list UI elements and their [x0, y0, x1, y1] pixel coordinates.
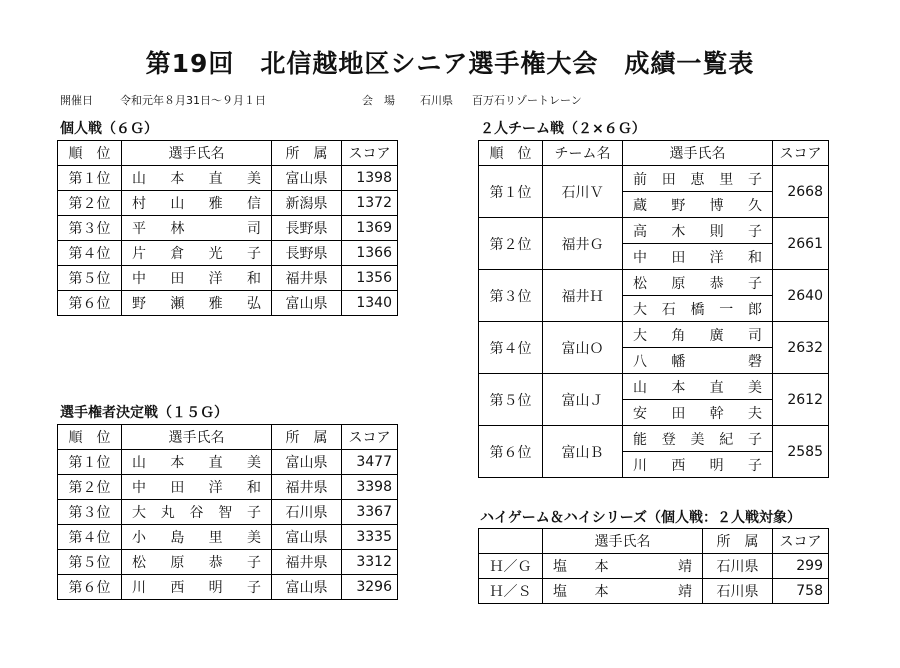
table-row — [58, 575, 398, 600]
player-name: 大石橋一郎 — [623, 296, 773, 322]
venue-name: 百万石リゾートレーン — [472, 94, 582, 107]
team-name: 富山Ｏ — [543, 322, 623, 374]
prefecture-cell: 富山県 — [272, 291, 342, 316]
prefecture-cell: 富山県 — [272, 525, 342, 550]
prefecture-cell: 富山県 — [272, 166, 342, 191]
player-name: 塩本 靖 — [543, 554, 703, 579]
score-cell: 1366 — [342, 241, 398, 266]
rank-cell: 第３位 — [58, 216, 122, 241]
high-game-heading: ハイゲーム＆ハイシリーズ（個人戦：２人戦対象） — [480, 510, 802, 526]
score-cell: 1372 — [342, 191, 398, 216]
team-heading: ２人チーム戦（２×６Ｇ） — [480, 121, 646, 137]
score-cell: 758 — [773, 579, 829, 604]
rank-cell: 第６位 — [58, 291, 122, 316]
table-header-row — [479, 141, 829, 166]
score-cell: 1340 — [342, 291, 398, 316]
player-name: 中田洋和 — [623, 244, 773, 270]
record-label: Ｈ／Ｓ — [479, 579, 543, 604]
record-label: Ｈ／Ｇ — [479, 554, 543, 579]
player-name: 中田洋和 — [122, 266, 272, 291]
rank-cell: 第１位 — [58, 450, 122, 475]
prefecture-cell: 富山県 — [272, 450, 342, 475]
rank-cell: 第３位 — [58, 500, 122, 525]
header-pref: 所 属 — [703, 529, 773, 554]
table-row — [58, 216, 398, 241]
player-name: 平林 司 — [122, 216, 272, 241]
player-name: 山本直美 — [122, 450, 272, 475]
score-cell: 3312 — [342, 550, 398, 575]
score-cell: 3335 — [342, 525, 398, 550]
table-row — [479, 322, 829, 348]
player-name: 大角廣司 — [623, 322, 773, 348]
rank-cell: 第６位 — [58, 575, 122, 600]
team-table — [478, 140, 829, 478]
player-name: 前田恵里子 — [623, 166, 773, 192]
date-value: 令和元年８月31日～９月１日 — [120, 94, 266, 107]
player-name: 松原恭子 — [623, 270, 773, 296]
rank-cell: 第２位 — [58, 191, 122, 216]
header-name: 選手氏名 — [543, 529, 703, 554]
header-pref: 所 属 — [272, 425, 342, 450]
table-row — [479, 218, 829, 244]
header-pref: 所 属 — [272, 141, 342, 166]
header-score: スコア — [773, 529, 829, 554]
table-row — [479, 426, 829, 452]
high-game-table — [478, 528, 829, 604]
prefecture-cell: 石川県 — [272, 500, 342, 525]
header-name: 選手氏名 — [122, 141, 272, 166]
table-row — [58, 266, 398, 291]
score-cell: 3477 — [342, 450, 398, 475]
player-name: 高木則子 — [623, 218, 773, 244]
rank-cell: 第６位 — [479, 426, 543, 478]
rank-cell: 第４位 — [58, 525, 122, 550]
player-name: 小島里美 — [122, 525, 272, 550]
player-name: 松原恭子 — [122, 550, 272, 575]
player-name: 塩本 靖 — [543, 579, 703, 604]
score-cell: 2640 — [773, 270, 829, 322]
table-row — [58, 166, 398, 191]
table-row — [479, 166, 829, 192]
date-label: 開催日 — [60, 94, 93, 107]
venue-label: 会 場 — [362, 94, 395, 107]
table-header-row — [58, 425, 398, 450]
table-row — [479, 554, 829, 579]
table-row — [58, 500, 398, 525]
rank-cell: 第１位 — [479, 166, 543, 218]
rank-cell: 第４位 — [479, 322, 543, 374]
player-name: 中田洋和 — [122, 475, 272, 500]
team-name: 福井Ｇ — [543, 218, 623, 270]
team-name: 富山Ｂ — [543, 426, 623, 478]
player-name: 川西明子 — [623, 452, 773, 478]
prefecture-cell: 長野県 — [272, 216, 342, 241]
player-name: 安田幹夫 — [623, 400, 773, 426]
prefecture-cell: 福井県 — [272, 550, 342, 575]
rank-cell: 第３位 — [479, 270, 543, 322]
score-cell: 2668 — [773, 166, 829, 218]
venue-prefecture: 石川県 — [420, 94, 453, 107]
prefecture-cell: 石川県 — [703, 579, 773, 604]
score-cell: 1398 — [342, 166, 398, 191]
header-name: 選手氏名 — [623, 141, 773, 166]
rank-cell: 第５位 — [58, 266, 122, 291]
player-name: 川西明子 — [122, 575, 272, 600]
prefecture-cell: 福井県 — [272, 475, 342, 500]
table-row — [58, 191, 398, 216]
header-score: スコア — [342, 141, 398, 166]
table-row — [479, 270, 829, 296]
rank-cell: 第４位 — [58, 241, 122, 266]
rank-cell: 第２位 — [479, 218, 543, 270]
table-header-row — [58, 141, 398, 166]
rank-cell: 第２位 — [58, 475, 122, 500]
player-name: 山本直美 — [122, 166, 272, 191]
championship-table — [57, 424, 398, 600]
score-cell: 2632 — [773, 322, 829, 374]
prefecture-cell: 富山県 — [272, 575, 342, 600]
prefecture-cell: 長野県 — [272, 241, 342, 266]
individual-heading: 個人戦（６Ｇ） — [60, 121, 158, 137]
score-cell: 1356 — [342, 266, 398, 291]
score-cell: 1369 — [342, 216, 398, 241]
table-row — [479, 374, 829, 400]
score-cell: 3398 — [342, 475, 398, 500]
player-name: 八幡 磬 — [623, 348, 773, 374]
table-row — [58, 291, 398, 316]
individual-table — [57, 140, 398, 316]
score-cell: 2661 — [773, 218, 829, 270]
table-header-row — [479, 529, 829, 554]
prefecture-cell: 新潟県 — [272, 191, 342, 216]
rank-cell: 第５位 — [58, 550, 122, 575]
player-name: 片倉光子 — [122, 241, 272, 266]
prefecture-cell: 福井県 — [272, 266, 342, 291]
rank-cell: 第１位 — [58, 166, 122, 191]
header-name: 選手氏名 — [122, 425, 272, 450]
score-cell: 299 — [773, 554, 829, 579]
header-rank: 順 位 — [58, 141, 122, 166]
player-name: 大丸谷智子 — [122, 500, 272, 525]
header-team: チーム名 — [543, 141, 623, 166]
score-cell: 2585 — [773, 426, 829, 478]
header-score: スコア — [773, 141, 829, 166]
player-name: 村山雅信 — [122, 191, 272, 216]
table-row — [479, 579, 829, 604]
player-name: 山本直美 — [623, 374, 773, 400]
header-rank: 順 位 — [479, 141, 543, 166]
header-score: スコア — [342, 425, 398, 450]
score-cell: 2612 — [773, 374, 829, 426]
player-name: 蔵野博久 — [623, 192, 773, 218]
team-name: 石川Ｖ — [543, 166, 623, 218]
player-name: 能登美紀子 — [623, 426, 773, 452]
table-row — [58, 550, 398, 575]
score-cell: 3367 — [342, 500, 398, 525]
championship-heading: 選手権者決定戦（１５Ｇ） — [60, 405, 228, 421]
table-row — [58, 241, 398, 266]
player-name: 野瀬雅弘 — [122, 291, 272, 316]
prefecture-cell: 石川県 — [703, 554, 773, 579]
page-title: 第19回 北信越地区シニア選手権大会 成績一覧表 — [145, 49, 755, 78]
rank-cell: 第５位 — [479, 374, 543, 426]
team-name: 富山Ｊ — [543, 374, 623, 426]
header-label — [479, 529, 543, 554]
table-row — [58, 475, 398, 500]
table-row — [58, 525, 398, 550]
header-rank: 順 位 — [58, 425, 122, 450]
table-row — [58, 450, 398, 475]
score-cell: 3296 — [342, 575, 398, 600]
team-name: 福井Ｈ — [543, 270, 623, 322]
